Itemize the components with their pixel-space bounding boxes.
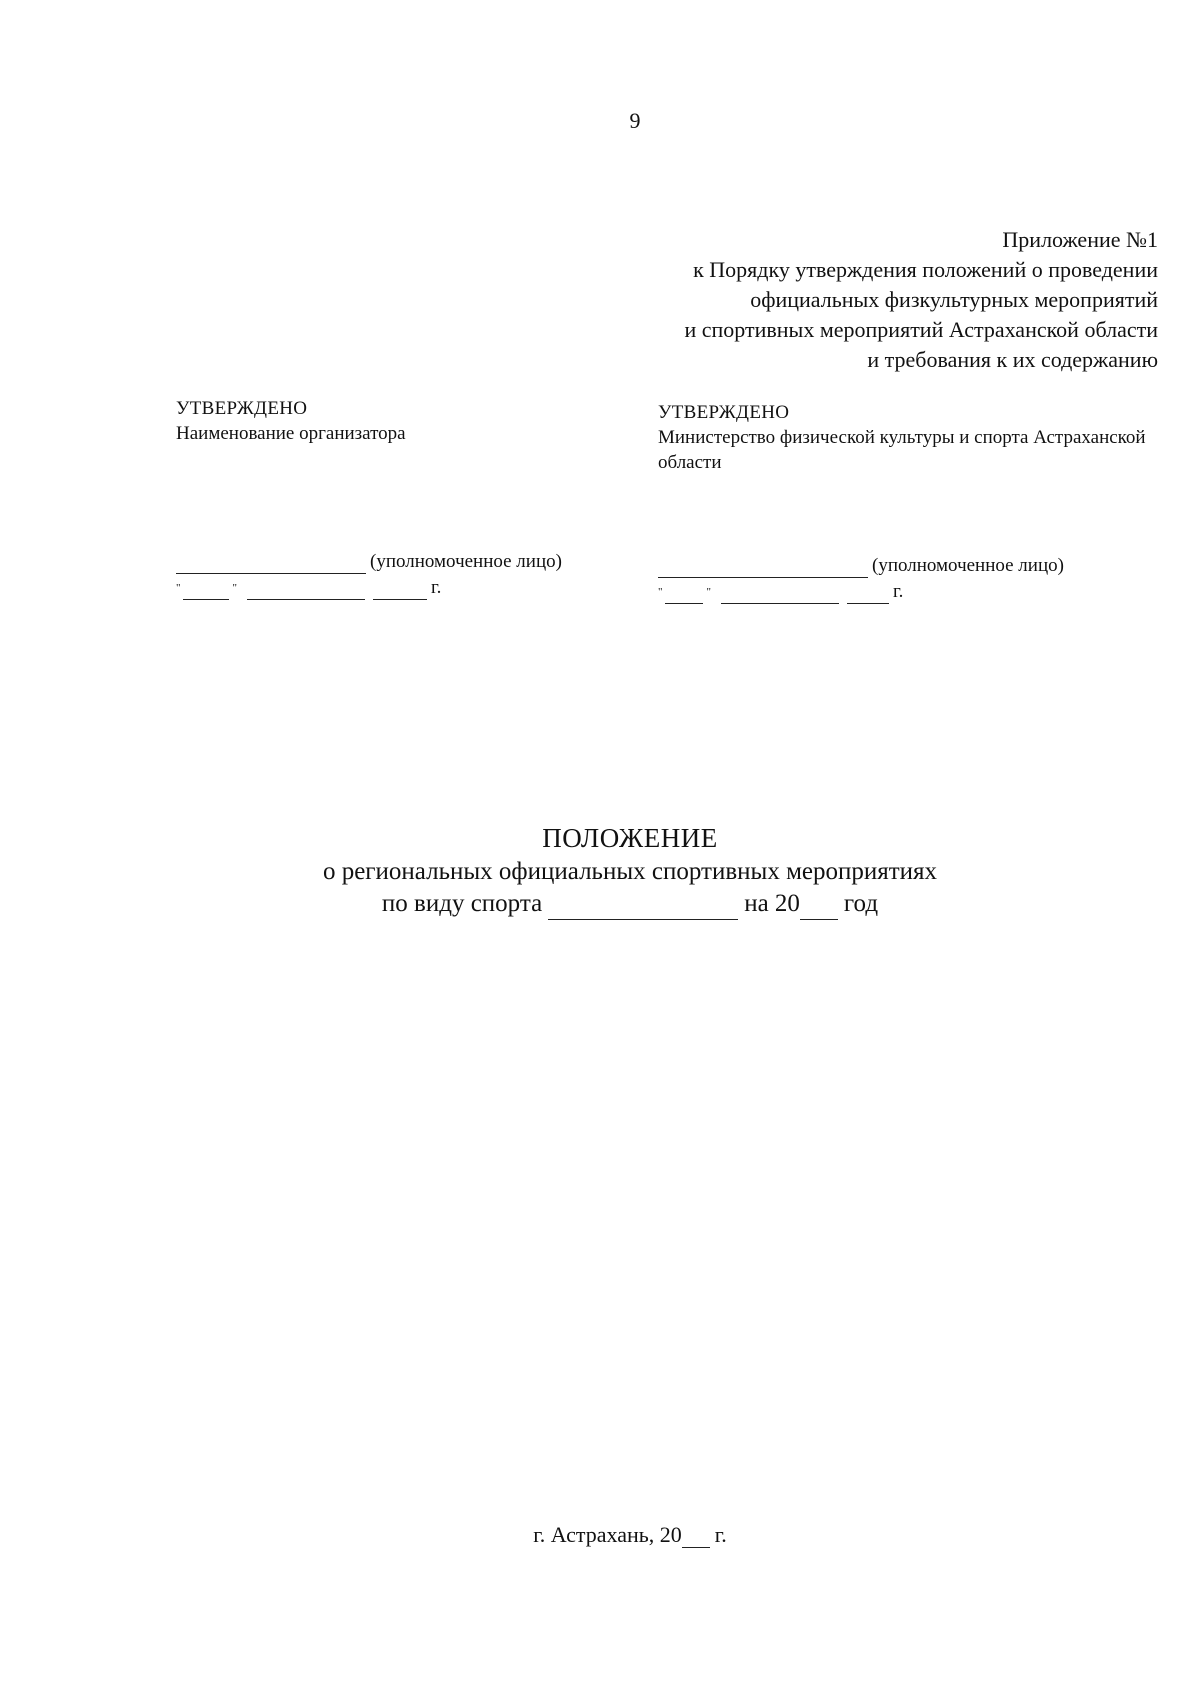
- document-title-block: [0, 820, 1200, 920]
- signature-blank: [176, 555, 366, 574]
- year-blank: [847, 589, 889, 604]
- month-blank: [721, 589, 839, 604]
- approval-right: [658, 400, 1158, 475]
- year-suffix: год: [843, 890, 879, 917]
- month-blank: [247, 585, 365, 600]
- signature-line: [176, 550, 562, 574]
- organizer-name: Наименование организатора: [176, 423, 406, 444]
- appendix-line: и спортивных мероприятий Астраханской области: [684, 317, 1158, 342]
- sport-prefix: по виду спорта: [381, 890, 543, 917]
- sport-blank: [548, 895, 738, 920]
- year-suffix: г.: [714, 1522, 727, 1547]
- year-suffix: г.: [431, 577, 442, 598]
- sport-year-line: [60, 888, 1200, 920]
- appendix-line: к Порядку утверждения положений о проведении: [693, 257, 1158, 282]
- year-blank: [800, 895, 838, 920]
- signature-blank: [658, 559, 868, 578]
- appendix-line: и требования к их содержанию: [867, 347, 1158, 372]
- signatory-label: (уполномоченное лицо): [872, 555, 1064, 576]
- appendix-reference: [538, 225, 1158, 375]
- approval-left: [176, 396, 596, 446]
- document-title: ПОЛОЖЕНИЕ: [542, 823, 718, 853]
- quote-mark: ": [658, 586, 663, 598]
- approval-heading: УТВЕРЖДЕНО: [658, 402, 790, 423]
- year-suffix: г.: [893, 581, 904, 602]
- quote-mark: ": [176, 582, 181, 594]
- signatory-label: (уполномоченное лицо): [370, 551, 562, 572]
- page-number: 9: [629, 108, 641, 133]
- day-blank: [665, 589, 703, 604]
- signature-block-right: [658, 554, 1064, 604]
- appendix-line: Приложение №1: [1002, 227, 1158, 252]
- document-subtitle: о региональных официальных спортивных мероприятиях: [322, 858, 938, 885]
- quote-mark: ": [706, 586, 711, 598]
- signature-block-left: [176, 550, 562, 600]
- city-year-prefix: г. Астрахань, 20: [533, 1522, 682, 1547]
- year-prefix: на 20: [744, 890, 800, 917]
- day-blank: [183, 585, 229, 600]
- date-line: [658, 580, 1064, 604]
- signature-line: [658, 554, 1064, 578]
- place-and-year: [0, 1522, 1200, 1548]
- ministry-name: Министерство физической культуры и спорта Астраханской области: [658, 427, 1146, 473]
- year-blank: [373, 585, 427, 600]
- appendix-line: официальных физкультурных мероприятий: [750, 287, 1158, 312]
- year-blank: [682, 1529, 710, 1548]
- approval-heading: УТВЕРЖДЕНО: [176, 398, 308, 419]
- date-line: [176, 576, 562, 600]
- quote-mark: ": [232, 582, 237, 594]
